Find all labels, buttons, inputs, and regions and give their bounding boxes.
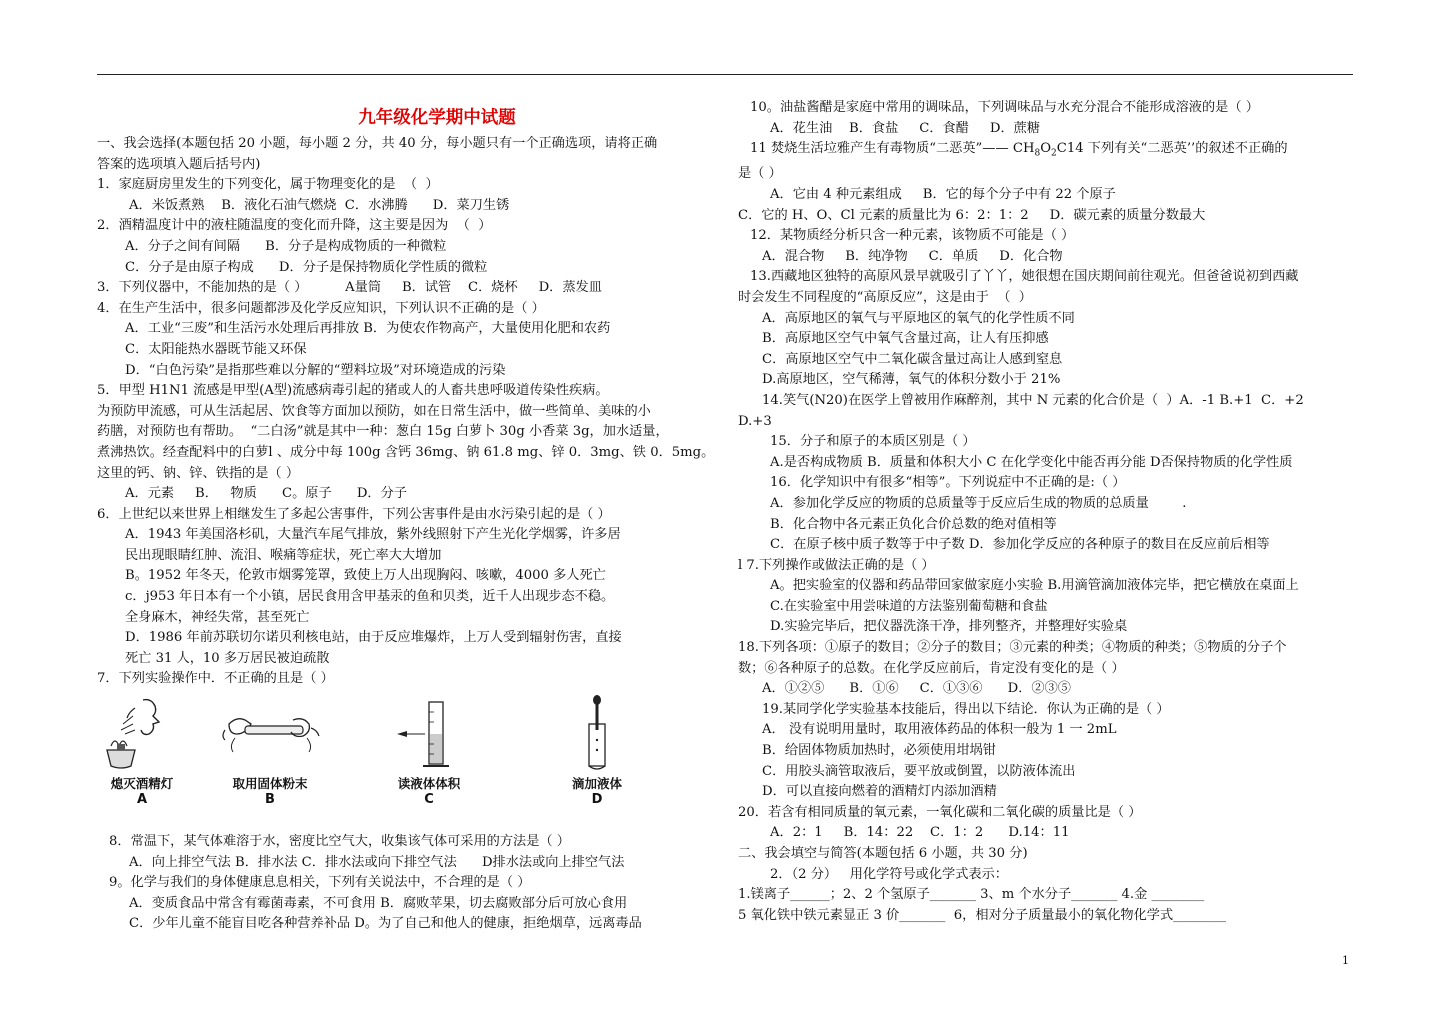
question-9: 9。化学与我们的身体健康息息相关，下列有关说法中，不合理的是（ ） [109, 875, 531, 891]
question-8: 8．常温下，某气体难溶于水，密度比空气大，收集该气体可采用的方法是（ ） [109, 834, 570, 850]
question-13-option-b: B．高原地区空气中氧气含量过高，让人有压抑感 [762, 331, 1049, 347]
question-15-options: A.是否构成物质 B．质量和体积大小 C 在化学变化中能否再分能 D否保持物质的化学性质 [770, 454, 1293, 470]
fill-in-line-1: 1.镁离子______；2、2 个氢原子_______ 3、m 个水分子_______ 4.金 ________ [738, 887, 1205, 903]
question-13: 13.西藏地区独特的高原风景早就吸引了丫丫，她很想在国庆期间前往观光。但爸爸说初到西藏 [750, 269, 1299, 285]
question-18: 18.下列各项：①原子的数目；②分子的数目；③元素的种类；④物质的种类；⑤物质的分子个 [738, 640, 1287, 656]
section-two-question-2: 2．（2 分） 用化学符号或化学式表示： [770, 866, 1008, 882]
question-6: 6．上世纪以来世界上相继发生了多起公害事件，下列公害事件是由水污染引起的是（ ） [97, 506, 611, 522]
question-6-option-d: D．1986 年前苏联切尔诺贝利核电站，由于反应堆爆炸，上万人受到辐射伤害，直接 [125, 630, 622, 646]
figure-d [552, 694, 642, 808]
question-1: 1．家庭厨房里发生的下列变化，属于物理变化的是 （ ） [97, 177, 439, 193]
question-5-options: A．元素 B． 物质 C。原子 D．分子 [125, 486, 407, 502]
question-6-option-a: A．1943 年美国洛杉矶，大量汽车尾气排放，紫外线照射下产生光化学烟雾，许多居 [125, 527, 621, 543]
question-17: l 7.下列操作或做法正确的是（ ） [738, 557, 935, 573]
question-11-options-cd: C．它的 H、O、Cl 元素的质量比为 6：2：1：2 D．碳元素的质量分数最大 [738, 207, 1206, 223]
question-10-options: A．花生油 B．食盐 C．食醋 D．蔗糖 [770, 120, 1041, 136]
question-4: 4．在生产生活中，很多问题都涉及化学反应知识，下列认识不正确的是（ ） [97, 300, 545, 316]
question-17-option-d: D.实验完毕后，把仪器洗涤干净，排列整齐，并整理好实验桌 [770, 619, 1128, 635]
powder-spatula-icon [215, 694, 325, 774]
question-19-option-c: C．用胶头滴管取液后，要平放或倒置，以防液体流出 [762, 763, 1076, 779]
figure-b-letter: B [265, 792, 275, 808]
figure-d-letter: D [591, 792, 603, 808]
formula-sub-1: 8 [1034, 148, 1041, 159]
figure-b [215, 694, 325, 808]
question-13-option-c: C．高原地区空气中二氧化碳含量过高让人感到窒息 [762, 351, 1063, 367]
question-6-option-c-cont: 全身麻木，神经失常，甚至死亡 [125, 609, 310, 625]
question-17-options-ab: A。把实验室的仪器和药品带回家做家庭小实验 B.用滴管滴加液体完毕，把它横放在桌面上 [770, 578, 1299, 594]
figure-c-letter: C [424, 792, 434, 808]
section-one-intro-cont: 答案的选项填入题后括号内) [97, 156, 261, 172]
fill-in-line-2: 5 氧化铁中铁元素显正 3 价_______ 6，相对分子质量最小的氧化物化学式________ [738, 907, 1226, 923]
question-6-option-b: B。1952 年冬天，伦敦市烟雾笼罩，致使上万人出现胸闷、咳嗽，4000 多人死亡 [125, 568, 606, 584]
alcohol-lamp-blow-icon [97, 694, 187, 774]
question-18-options: A．①②⑤ B．①⑥ C．①③⑥ D．②③⑤ [762, 681, 1071, 697]
figure-a-caption: 熄灭酒精灯 [110, 776, 174, 792]
question-11-options-ab: A．它由 4 种元素组成 B．它的每个分子中有 22 个原子 [770, 187, 1116, 203]
top-rule [97, 74, 1353, 75]
question-4-option-ab: A．工业“三废”和生活污水处理后再排放 B．为使农作物高产，大量使用化肥和农药 [125, 321, 611, 337]
formula-cl: C14 [1056, 141, 1084, 157]
question-16-options-cd: C．在原子核中质子数等于中子数 D．参加化学反应的各种原子的数目在反应前后相等 [770, 537, 1270, 553]
question-2-options-ab: A．分子之间有间隔 B．分子是构成物质的一种微粒 [125, 238, 447, 254]
page-number: 1 [1342, 954, 1349, 967]
figure-d-caption: 滴加液体 [571, 776, 622, 792]
question-1-options: A．米饭煮熟 B．液化石油气燃烧 C．水沸腾 D．菜刀生锈 [129, 197, 510, 213]
question-9-options-cd: C．少年儿童不能盲目吃各种营养补品 D。为了自己和他人的健康，拒绝烟草，远离毒品 [129, 916, 642, 932]
section-two-heading: 二、我会填空与简答(本题包括 6 小题，共 30 分) [738, 846, 1028, 862]
question-4-option-d: D．“白色污染”是指那些难以分解的“塑料垃圾”对环境造成的污染 [125, 362, 506, 378]
figure-a-letter: A [136, 792, 148, 808]
question-11-tail: 下列有关“二恶英’’的叙述不正确的 [1083, 141, 1288, 157]
question-5-cont-4: 这里的钙、钠、锌、铁指的是（ ） [97, 465, 300, 481]
figure-c [379, 694, 479, 808]
figure-a [97, 694, 187, 808]
question-7: 7．下列实验操作中．不正确的且是（ ） [97, 671, 334, 687]
question-5-cont-1: 为预防甲流感，可从生活起居、饮食等方面加以预防，如在日常生活中，做一些简单、美味的小 [97, 403, 651, 419]
question-16-option-a: A．参加化学反应的物质的总质量等于反应后生成的物质的总质量 . [770, 495, 1187, 511]
question-5-cont-2: 药膳，对预防也有帮助。 “二白汤”就是其中一种：葱白 15g 白萝卜 30g 小香菜 3g，加水适量， [97, 424, 669, 440]
question-14-cont: D.+3 [738, 413, 772, 429]
question-17-option-c: C.在实验室中用尝味道的方法鉴别葡萄糖和食盐 [770, 598, 1048, 614]
question-13-option-a: A．高原地区的氧气与平原地区的氧气的化学性质不同 [762, 310, 1075, 326]
question-18-cont: 数；⑥各种原子的总数。在化学反应前后，肯定没有变化的是（ ） [738, 660, 1125, 676]
question-12-options: A．混合物 B．纯净物 C．单质 D．化合物 [762, 248, 1063, 264]
question-8-options: A．向上排空气法 B．排水法 C．排水法或向下排空气法 D排水法或向上排空气法 [129, 854, 625, 870]
question-15: 15．分子和原子的本质区别是（ ） [770, 434, 976, 450]
question-7-figures [97, 694, 717, 826]
graduated-cylinder-icon [379, 694, 479, 774]
section-one-intro: 一、我会选择(本题包括 20 小题，每小题 2 分，共 40 分，每小题只有一个正确选项，请将正确 [97, 136, 658, 151]
question-5: 5．甲型 H1N1 流感是甲型(A型)流感病毒引起的猪或人的人畜共患呼吸道传染性疾病。 [97, 383, 609, 399]
question-11 [738, 139, 1358, 164]
left-column [97, 98, 717, 935]
question-13-cont: 时会发生不同程度的“高原反应”，这是由于 （ ） [738, 289, 1032, 305]
question-6-option-a-cont: 民出现眼睛红肿、流泪、喉痛等症状，死亡率大大增加 [125, 547, 442, 563]
question-11-cont: 是（ ） [738, 166, 782, 182]
question-2: 2．酒精温度计中的液柱随温度的变化而升降，这主要是因为 （ ） [97, 218, 492, 234]
formula-sub-2: 2 [1051, 148, 1057, 159]
question-9-options-ab: A．变质食品中常含有霉菌毒素，不可食用 B．腐败苹果，切去腐败部分后可放心食用 [129, 895, 628, 911]
question-6-option-c: c．j953 年日本有一个小镇，居民食用含甲基汞的鱼和贝类，近千人出现步态不稳。 [125, 589, 615, 605]
formula-o: O [1040, 141, 1051, 157]
question-13-option-d: D.高原地区，空气稀薄，氧气的体积分数小于 21% [762, 372, 1061, 388]
question-5-cont-3: 煮沸热饮。经查配料中的白萝l 、成分中每 100g 含钙 36mg、钠 61.8 mg、锌 0．3mg、铁 0．5mg。 [97, 444, 715, 460]
question-20: 20．若含有相同质量的氧元素，一氧化碳和二氧化碳的质量比是（ ） [738, 804, 1142, 820]
question-19-option-d: D．可以直接向燃着的酒精灯内添加酒精 [762, 784, 997, 800]
question-20-options: A．2：1 B．14：22 C．1：2 D.14：11 [770, 825, 1070, 841]
question-10: 10。油盐酱醋是家庭中常用的调味品，下列调味品与水充分混合不能形成溶液的是（ ） [750, 100, 1259, 115]
question-3: 3．下列仪器中，不能加热的是（ ） A量筒 B．试管 C．烧杯 D．蒸发皿 [97, 280, 602, 296]
question-19-option-b: B．给固体物质加热时，必须使用坩埚钳 [762, 743, 996, 759]
question-2-options-cd: C．分子是由原子构成 D．分子是保持物质化学性质的微粒 [125, 259, 488, 275]
question-6-option-d-cont: 死亡 31 人，10 多万居民被迫疏散 [125, 650, 330, 666]
question-16: 16．化学知识中有很多“相等”。下列说症中不正确的是:（ ） [770, 475, 1126, 491]
right-column [738, 98, 1358, 926]
question-19-option-a: A． 没有说明用量时，取用液体药品的体积一般为 1 一 2mL [762, 722, 1117, 738]
dropper-test-tube-icon [552, 694, 642, 774]
figure-c-caption: 读液体体积 [397, 776, 461, 792]
question-4-option-c: C．太阳能热水器既节能又环保 [125, 341, 307, 357]
question-11-lead: 11 焚烧生活垃雅产生有毒物质“二恶英”—— C [750, 141, 1023, 157]
figure-b-caption: 取用固体粉末 [232, 776, 308, 792]
question-12: 12．某物质经分析只含一种元素，该物质不可能是（ ） [750, 228, 1075, 244]
formula-h: H [1022, 141, 1035, 157]
page-title: 九年级化学期中试题 [358, 108, 516, 128]
question-16-option-b: B．化合物中各元素正负化合价总数的绝对值相等 [770, 516, 1057, 532]
question-14: 14.笑气(N20)在医学上曾被用作麻醉剂，其中 N 元素的化合价是（ ）A．-1 B.+1 C．+2 [762, 392, 1304, 408]
question-19: 19.某同学化学实验基本技能后，得出以下结论．你认为正确的是（ ） [762, 701, 1170, 717]
